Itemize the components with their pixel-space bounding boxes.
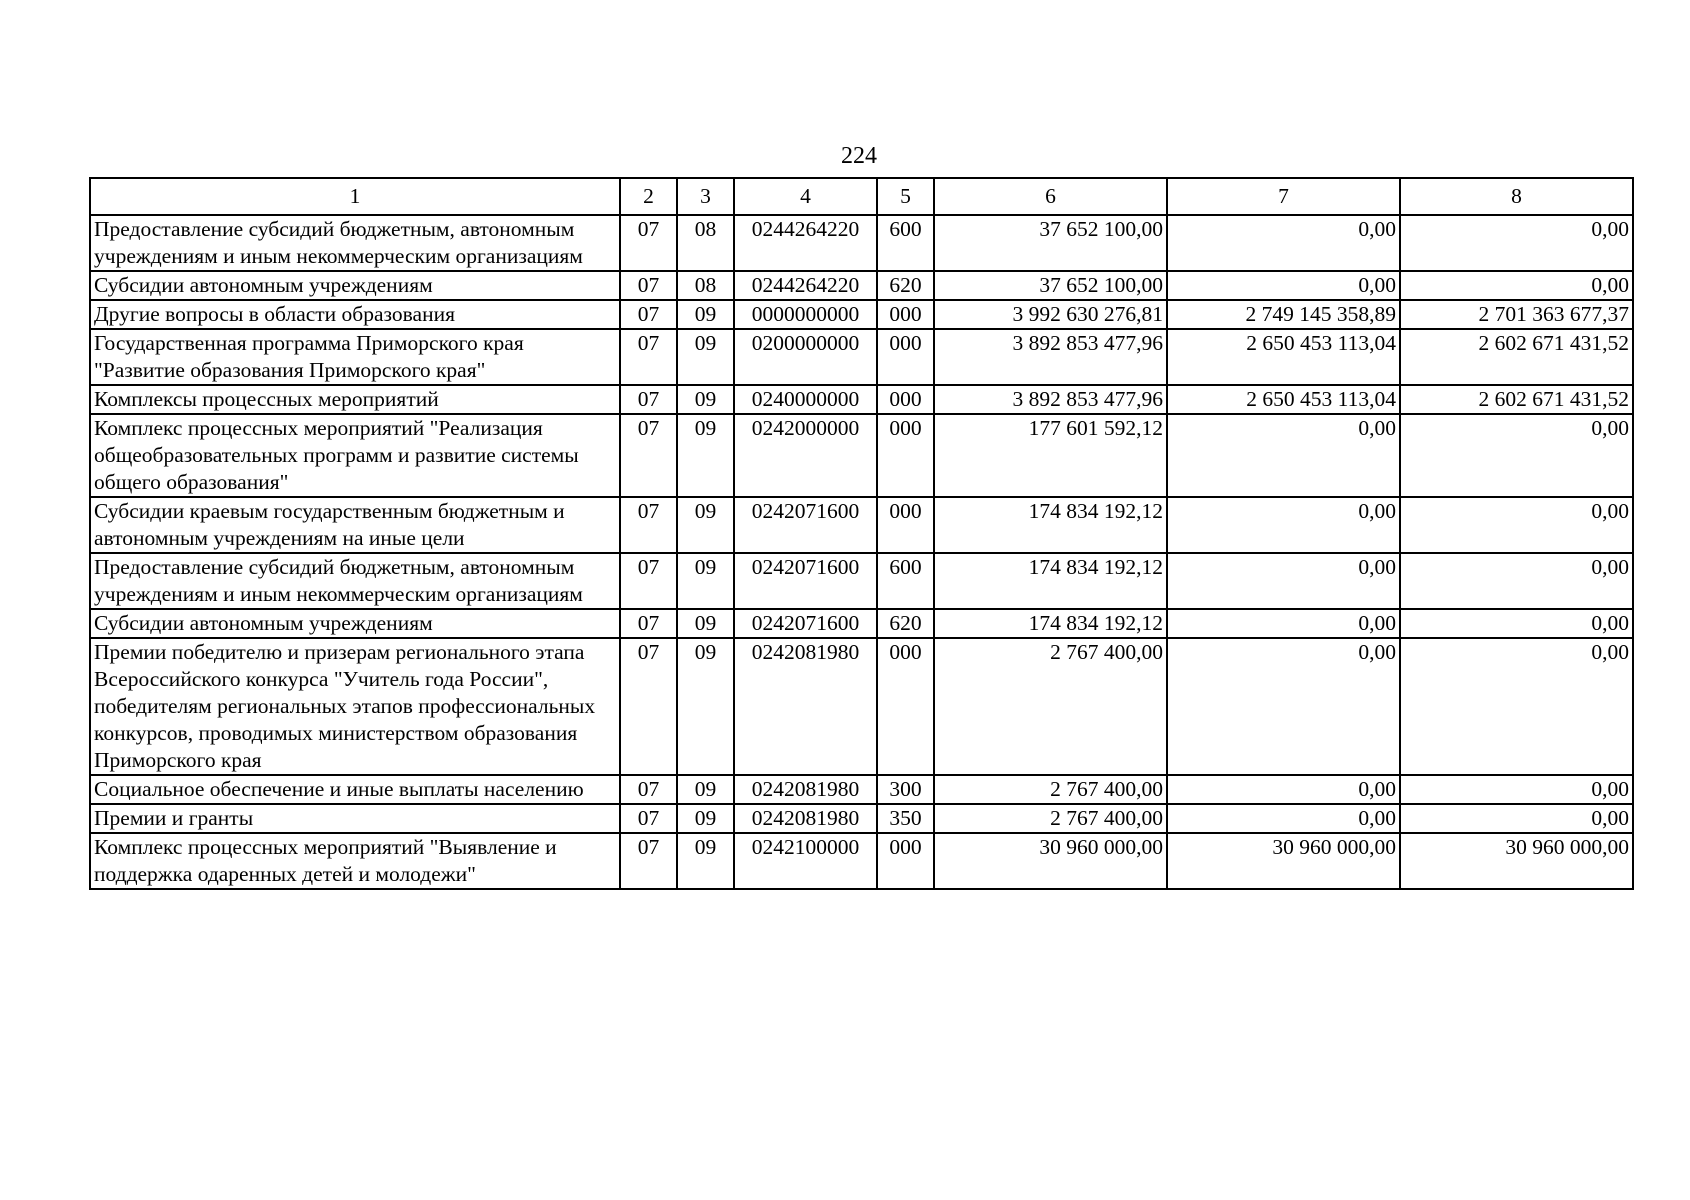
- subsection-code-cell: 09: [677, 497, 734, 553]
- amount-col8-cell: 30 960 000,00: [1400, 833, 1633, 889]
- expense-type-cell: 000: [877, 833, 934, 889]
- subsection-code-cell: 09: [677, 300, 734, 329]
- section-code-cell: 07: [620, 833, 677, 889]
- amount-col8-cell: 0,00: [1400, 775, 1633, 804]
- amount-col7-cell: 2 650 453 113,04: [1167, 329, 1400, 385]
- header-cell: 7: [1167, 178, 1400, 215]
- section-code-cell: 07: [620, 385, 677, 414]
- amount-col7-cell: 2 749 145 358,89: [1167, 300, 1400, 329]
- section-code-cell: 07: [620, 553, 677, 609]
- amount-col6-cell: 177 601 592,12: [934, 414, 1167, 497]
- header-cell: 3: [677, 178, 734, 215]
- section-code-cell: 07: [620, 609, 677, 638]
- item-name-cell: Субсидии краевым государственным бюджетным и автономным учреждениям на иные цели: [90, 497, 620, 553]
- target-article-cell: 0244264220: [734, 215, 877, 271]
- amount-col7-cell: 0,00: [1167, 804, 1400, 833]
- expense-type-cell: 620: [877, 271, 934, 300]
- expense-type-cell: 620: [877, 609, 934, 638]
- amount-col8-cell: 0,00: [1400, 215, 1633, 271]
- item-name-cell: Государственная программа Приморского края "Развитие образования Приморского края": [90, 329, 620, 385]
- amount-col8-cell: 2 701 363 677,37: [1400, 300, 1633, 329]
- table-row: [90, 609, 1633, 638]
- amount-col6-cell: 174 834 192,12: [934, 609, 1167, 638]
- amount-col7-cell: 0,00: [1167, 609, 1400, 638]
- target-article-cell: 0242071600: [734, 497, 877, 553]
- target-article-cell: 0242081980: [734, 775, 877, 804]
- amount-col6-cell: 2 767 400,00: [934, 638, 1167, 775]
- subsection-code-cell: 09: [677, 775, 734, 804]
- table-row: [90, 638, 1633, 775]
- section-code-cell: 07: [620, 804, 677, 833]
- amount-col7-cell: 0,00: [1167, 638, 1400, 775]
- expense-type-cell: 350: [877, 804, 934, 833]
- section-code-cell: 07: [620, 638, 677, 775]
- expense-type-cell: 600: [877, 215, 934, 271]
- expense-type-cell: 000: [877, 414, 934, 497]
- item-name-cell: Другие вопросы в области образования: [90, 300, 620, 329]
- amount-col7-cell: 0,00: [1167, 775, 1400, 804]
- amount-col8-cell: 0,00: [1400, 804, 1633, 833]
- target-article-cell: 0000000000: [734, 300, 877, 329]
- subsection-code-cell: 08: [677, 215, 734, 271]
- amount-col6-cell: 3 892 853 477,96: [934, 329, 1167, 385]
- budget-table: [89, 177, 1634, 890]
- table-row: [90, 497, 1633, 553]
- item-name-cell: Комплексы процессных мероприятий: [90, 385, 620, 414]
- section-code-cell: 07: [620, 775, 677, 804]
- subsection-code-cell: 09: [677, 329, 734, 385]
- amount-col6-cell: 30 960 000,00: [934, 833, 1167, 889]
- target-article-cell: 0240000000: [734, 385, 877, 414]
- amount-col6-cell: 3 892 853 477,96: [934, 385, 1167, 414]
- table-row: [90, 804, 1633, 833]
- item-name-cell: Субсидии автономным учреждениям: [90, 609, 620, 638]
- expense-type-cell: 600: [877, 553, 934, 609]
- amount-col8-cell: 2 602 671 431,52: [1400, 329, 1633, 385]
- expense-type-cell: 000: [877, 638, 934, 775]
- item-name-cell: Комплекс процессных мероприятий "Выявление и поддержка одаренных детей и молодежи": [90, 833, 620, 889]
- target-article-cell: 0242100000: [734, 833, 877, 889]
- amount-col8-cell: 0,00: [1400, 553, 1633, 609]
- subsection-code-cell: 09: [677, 833, 734, 889]
- subsection-code-cell: 08: [677, 271, 734, 300]
- amount-col8-cell: 0,00: [1400, 609, 1633, 638]
- item-name-cell: Социальное обеспечение и иные выплаты населению: [90, 775, 620, 804]
- amount-col7-cell: 2 650 453 113,04: [1167, 385, 1400, 414]
- expense-type-cell: 300: [877, 775, 934, 804]
- subsection-code-cell: 09: [677, 638, 734, 775]
- amount-col8-cell: 0,00: [1400, 271, 1633, 300]
- header-cell: 8: [1400, 178, 1633, 215]
- subsection-code-cell: 09: [677, 804, 734, 833]
- expense-type-cell: 000: [877, 329, 934, 385]
- table-row: [90, 385, 1633, 414]
- amount-col8-cell: 2 602 671 431,52: [1400, 385, 1633, 414]
- target-article-cell: 0244264220: [734, 271, 877, 300]
- target-article-cell: 0242000000: [734, 414, 877, 497]
- item-name-cell: Предоставление субсидий бюджетным, автономным учреждениям и иным некоммерческим организациям: [90, 215, 620, 271]
- header-cell: 1: [90, 178, 620, 215]
- amount-col8-cell: 0,00: [1400, 497, 1633, 553]
- section-code-cell: 07: [620, 271, 677, 300]
- subsection-code-cell: 09: [677, 553, 734, 609]
- item-name-cell: Премии и гранты: [90, 804, 620, 833]
- header-cell: 4: [734, 178, 877, 215]
- page-number: 224: [841, 143, 877, 169]
- header-cell: 5: [877, 178, 934, 215]
- item-name-cell: Премии победителю и призерам регионального этапа Всероссийского конкурса "Учитель года России", победителям региональных этапов профессиональных конкурсов, проводимых министерством образования Приморского края: [90, 638, 620, 775]
- item-name-cell: Субсидии автономным учреждениям: [90, 271, 620, 300]
- table-row: [90, 329, 1633, 385]
- amount-col6-cell: 174 834 192,12: [934, 497, 1167, 553]
- table-row: [90, 833, 1633, 889]
- amount-col6-cell: 3 992 630 276,81: [934, 300, 1167, 329]
- amount-col7-cell: 0,00: [1167, 553, 1400, 609]
- header-row: [90, 178, 1633, 215]
- header-cell: 2: [620, 178, 677, 215]
- expense-type-cell: 000: [877, 385, 934, 414]
- expense-type-cell: 000: [877, 300, 934, 329]
- amount-col7-cell: 0,00: [1167, 215, 1400, 271]
- amount-col7-cell: 0,00: [1167, 414, 1400, 497]
- amount-col7-cell: 0,00: [1167, 271, 1400, 300]
- amount-col7-cell: 30 960 000,00: [1167, 833, 1400, 889]
- section-code-cell: 07: [620, 497, 677, 553]
- amount-col8-cell: 0,00: [1400, 414, 1633, 497]
- header-cell: 6: [934, 178, 1167, 215]
- section-code-cell: 07: [620, 329, 677, 385]
- target-article-cell: 0242081980: [734, 638, 877, 775]
- target-article-cell: 0242071600: [734, 553, 877, 609]
- table-row: [90, 775, 1633, 804]
- table-row: [90, 215, 1633, 271]
- table-row: [90, 414, 1633, 497]
- amount-col7-cell: 0,00: [1167, 497, 1400, 553]
- target-article-cell: 0242081980: [734, 804, 877, 833]
- section-code-cell: 07: [620, 300, 677, 329]
- table-row: [90, 553, 1633, 609]
- target-article-cell: 0200000000: [734, 329, 877, 385]
- amount-col6-cell: 37 652 100,00: [934, 215, 1167, 271]
- subsection-code-cell: 09: [677, 609, 734, 638]
- amount-col6-cell: 2 767 400,00: [934, 775, 1167, 804]
- target-article-cell: 0242071600: [734, 609, 877, 638]
- section-code-cell: 07: [620, 215, 677, 271]
- table-row: [90, 300, 1633, 329]
- item-name-cell: Комплекс процессных мероприятий "Реализация общеобразовательных программ и развитие системы общего образования": [90, 414, 620, 497]
- subsection-code-cell: 09: [677, 414, 734, 497]
- amount-col6-cell: 37 652 100,00: [934, 271, 1167, 300]
- subsection-code-cell: 09: [677, 385, 734, 414]
- amount-col6-cell: 174 834 192,12: [934, 553, 1167, 609]
- item-name-cell: Предоставление субсидий бюджетным, автономным учреждениям и иным некоммерческим организациям: [90, 553, 620, 609]
- amount-col6-cell: 2 767 400,00: [934, 804, 1167, 833]
- amount-col8-cell: 0,00: [1400, 638, 1633, 775]
- table-row: [90, 271, 1633, 300]
- expense-type-cell: 000: [877, 497, 934, 553]
- section-code-cell: 07: [620, 414, 677, 497]
